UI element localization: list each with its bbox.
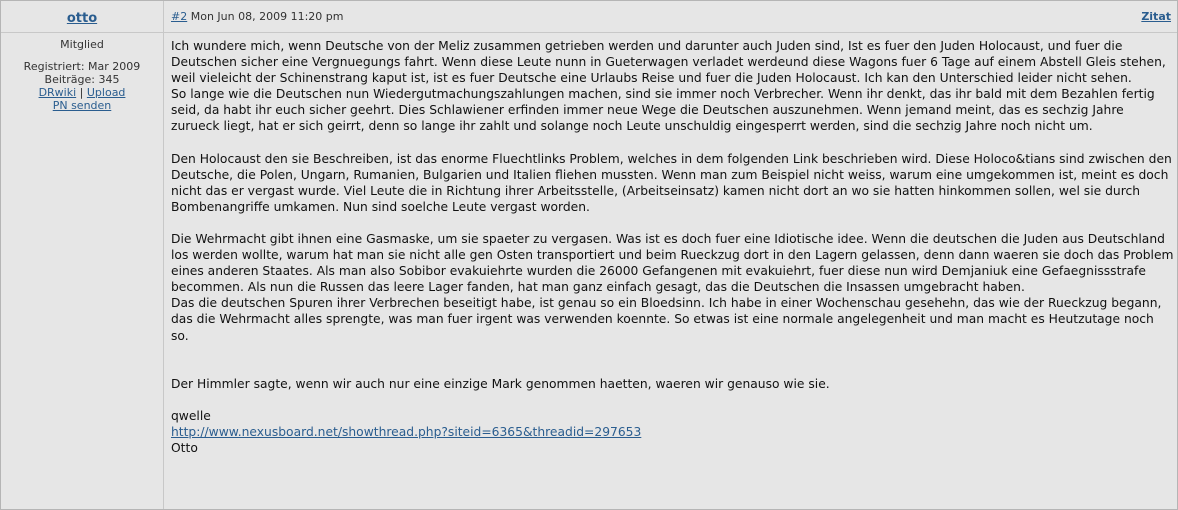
signature-name: Otto bbox=[171, 440, 198, 455]
post-paragraph: Die Wehrmacht gibt ihnen eine Gasmaske, um sie spaeter zu vergasen. Was ist es doch fuer eine Idiotische idee. Wenn die deutschen die Juden aus Deutschland los werden wollte, warum hat man sie nicht alle gen Osten transportiert und beim Rueckzug dort in den Lagern gelassen, denn dann waeren sie doch das Problem eines anderen Staates. Als man also Sobibor evakuiehrte wurden die 26000 Gefangenen mit evakuiehrt, fuer diese nun wird Demjaniuk eine Gefaegnissstrafe becommen. Als nun die Russen das leere Lager fanden, hat man ganz einfach gesagt, das die Deutschen die Insassen umgebracht haben. bbox=[171, 231, 1174, 295]
user-rank: Mitglied bbox=[60, 38, 104, 51]
author-name-link[interactable]: otto bbox=[66, 11, 98, 26]
source-url-link[interactable]: http://www.nexusboard.net/showthread.php?siteid=6365&threadid=297653 bbox=[171, 424, 642, 439]
post-number-link[interactable]: #2 bbox=[171, 10, 188, 23]
post-paragraph: So lange wie die Deutschen nun Wiedergutmachungszahlungen machen, sind sie immer noch Verbrecher. Wenn ihr denkt, das ihr bald mit dem Bezahlen fertig seid, da habt ihr euch sicher geehrt. Dies Schlawiener erfinden immer neue Wege die Deutschen auszunehmen. Wenn jemand meint, das es sechzig Jahre zurueck liegt, hat er sich geirrt, denn so lange ihr zahlt und solange noch Leute unschuldig eingesperrt werden, sind die sechzig Jahre noch nicht um. bbox=[171, 87, 1155, 134]
quote-button[interactable]: Zitat bbox=[1141, 10, 1171, 23]
author-cell bbox=[1, 1, 164, 32]
post-meta bbox=[171, 1, 343, 32]
drwiki-link[interactable]: DRwiki bbox=[38, 86, 77, 99]
post-body bbox=[171, 38, 1174, 456]
post-paragraph: Das die deutschen Spuren ihrer Verbrechen beseitigt habe, ist genau so ein Bloedsinn. Ich habe in einer Wochenschau gesehehn, das wie der Rueckzug begann, das die Wehrmacht alles sprengte, was man fuer irgent was verwenden koennte. So etwas ist eine normale angelegenheit und man macht es Heutzutage noch so. bbox=[171, 296, 1162, 343]
post-paragraph: Ich wundere mich, wenn Deutsche von der Meliz zusammen getrieben werden und darunter auch Juden sind, Ist es fuer den Juden Holocaust, und fuer die Deutschen sicher eine Vergnuegungs fahrt. Wenn diese Leute nunn in Gueterwagen verladet werdeund diese Wagons fuer 6 Tage auf einem Abstell Gleis stehen, weil vieleicht der Schinenstrang kaput ist, ist es fuer Deutsche eine Urlaubs Reise und fuer die Juden Holocaust. Ich kan den Unterschied leider nicht sehen. bbox=[171, 39, 1166, 86]
post-count: Beiträge: 345 bbox=[44, 73, 120, 86]
send-pm-link[interactable]: PN senden bbox=[52, 99, 112, 112]
post-paragraph: Den Holocaust den sie Beschreiben, ist das enorme Fluechtlinks Problem, welches in dem folgenden Link beschrieben wird. Diese Holoco&tians sind zwischen den Deutsche, die Polen, Ungarn, Rumanien, Bulgarien und Italien fliehen mussten. Wenn man zum Beispiel nicht weiss, warum eine umgekommen ist, meint es doch nicht das er vergast wurde. Viel Leute die in Richtung ihrer Arbeitsstelle, (Arbeitseinsatz) kamen nicht dort an wo sie hatten hinkommen sollen, wel sie durch Bombenangriffe umkamen. Nun sind soelche Leute vergast worden. bbox=[171, 151, 1172, 214]
post-paragraph: Der Himmler sagte, wenn wir auch nur eine einzige Mark genommen haetten, waeren wir genauso wie sie. bbox=[171, 376, 830, 391]
registered-date: Registriert: Mar 2009 bbox=[23, 60, 141, 73]
author-profile bbox=[1, 33, 164, 509]
upload-link[interactable]: Upload bbox=[86, 86, 126, 99]
link-separator: | bbox=[79, 86, 84, 99]
post-date: Mon Jun 08, 2009 11:20 pm bbox=[190, 10, 344, 23]
user-stats bbox=[1, 60, 163, 112]
signature-source-label: qwelle bbox=[171, 408, 211, 423]
post-header bbox=[1, 1, 1177, 33]
